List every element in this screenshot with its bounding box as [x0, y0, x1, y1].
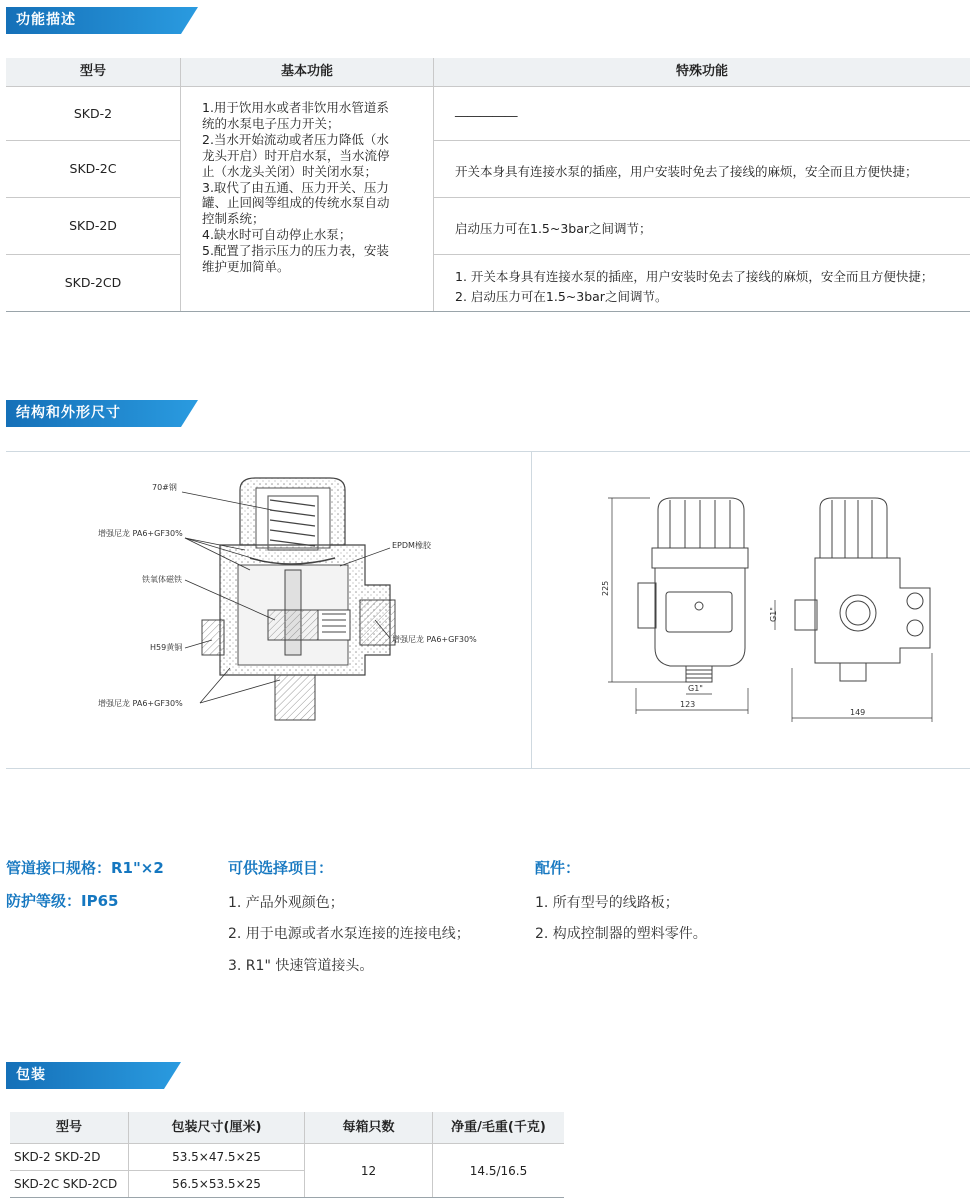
- label-ferrite: 铁氧体磁铁: [142, 575, 182, 584]
- basic-line: 4.缺水时可自动停止水泵；: [202, 227, 352, 243]
- options-title: 可供选择项目：: [228, 859, 334, 877]
- pack-model: SKD-2 SKD-2D: [14, 1150, 101, 1164]
- special-skd2c: 开关本身具有连接水泵的插座，用户安装时免去了接线的麻烦，安全而且方便快捷；: [455, 164, 918, 179]
- section-title-packing: 包装: [16, 1067, 46, 1083]
- basic-line: 3.取代了由五通、压力开关、压力: [202, 179, 389, 195]
- divider: [531, 451, 532, 769]
- pack-header: 包装尺寸(厘米): [129, 1112, 304, 1143]
- packing-table: [10, 1112, 564, 1198]
- section-banner-function: [6, 7, 198, 34]
- label-brass: H59黄铜: [150, 643, 183, 652]
- section-banner-structure: [6, 400, 198, 427]
- cross-section-diagram: [90, 470, 510, 750]
- pack-qty: 12: [360, 1164, 377, 1178]
- label-nylon-top: 增强尼龙 PA6+GF30%: [98, 529, 183, 538]
- dim-width-front: 123: [680, 700, 696, 709]
- spec-protection: 防护等级：IP65: [6, 892, 119, 910]
- basic-line: 统的水泵电子压力开关；: [202, 115, 340, 131]
- label-nylon-bottom: 增强尼龙 PA6+GF30%: [98, 699, 183, 708]
- dim-thread-front: G1": [688, 684, 703, 693]
- model-cell: SKD-2C: [69, 161, 117, 176]
- label-spring-steel: 70#钢: [152, 483, 177, 492]
- dimension-drawing: [600, 488, 940, 728]
- model-cell: SKD-2CD: [64, 275, 122, 290]
- header-model: 型号: [6, 58, 180, 86]
- divider: [6, 451, 970, 452]
- model-cell: SKD-2D: [69, 218, 117, 233]
- option-item: 1. 产品外观颜色；: [228, 895, 344, 911]
- basic-line: 龙头开启）时开启水泵，当水流停: [202, 147, 390, 163]
- accessory-item: 1. 所有型号的线路板；: [535, 895, 679, 911]
- pack-size: 53.5×47.5×25: [172, 1150, 261, 1164]
- spec-pipe: 管道接口规格：R1"×2: [6, 859, 164, 877]
- basic-line: 罐、止回阀等组成的传统水泵自动: [202, 195, 390, 211]
- label-nylon-right: 增强尼龙 PA6+GF30%: [392, 635, 477, 644]
- dim-thread-side: G1": [769, 607, 778, 622]
- pack-size: 56.5×53.5×25: [172, 1177, 261, 1191]
- section-banner-packing: [6, 1062, 181, 1089]
- model-cell: SKD-2: [73, 106, 113, 121]
- side-view: [795, 498, 930, 681]
- basic-line: 5.配置了指示压力的压力表，安装: [202, 243, 389, 259]
- basic-line: 1.用于饮用水或者非饮用水管道系: [202, 100, 389, 115]
- basic-line: 止（水龙头关闭）时关闭水泵；: [202, 163, 378, 179]
- accessories-title: 配件：: [535, 859, 581, 877]
- pack-header: 每箱只数: [305, 1112, 432, 1143]
- option-item: 2. 用于电源或者水泵连接的连接电线；: [228, 926, 470, 942]
- basic-function-text: [202, 100, 430, 275]
- front-view: [638, 498, 748, 682]
- pack-model: SKD-2C SKD-2CD: [14, 1177, 118, 1191]
- dim-width-side: 149: [850, 708, 866, 717]
- special-skd2: __________: [455, 102, 518, 117]
- divider: [6, 768, 970, 769]
- section-title-function: 功能描述: [16, 12, 76, 28]
- section-title-structure: 结构和外形尺寸: [16, 405, 121, 421]
- basic-line: 2.当水开始流动或者压力降低（水: [202, 131, 389, 147]
- accessory-item: 2. 构成控制器的塑料零件。: [535, 926, 707, 942]
- special-skd2cd-2: 2. 启动压力可在1.5~3bar之间调节。: [455, 289, 668, 304]
- option-item: 3. R1" 快速管道接头。: [228, 958, 374, 974]
- dim-height: 225: [601, 580, 610, 596]
- pack-weight: 14.5/16.5: [469, 1164, 528, 1178]
- pack-header: 净重/毛重(千克): [433, 1112, 564, 1143]
- header-basic: 基本功能: [181, 58, 433, 86]
- basic-line: 维护更加简单。: [202, 259, 290, 275]
- basic-line: 控制系统；: [202, 211, 265, 227]
- header-special: 特殊功能: [434, 58, 970, 86]
- label-epdm: EPDM橡胶: [392, 541, 431, 550]
- special-skd2cd-1: 1. 开关本身具有连接水泵的插座，用户安装时免去了接线的麻烦，安全而且方便快捷；: [455, 269, 934, 284]
- special-skd2d: 启动压力可在1.5~3bar之间调节；: [455, 221, 652, 236]
- pack-header: 型号: [10, 1112, 128, 1143]
